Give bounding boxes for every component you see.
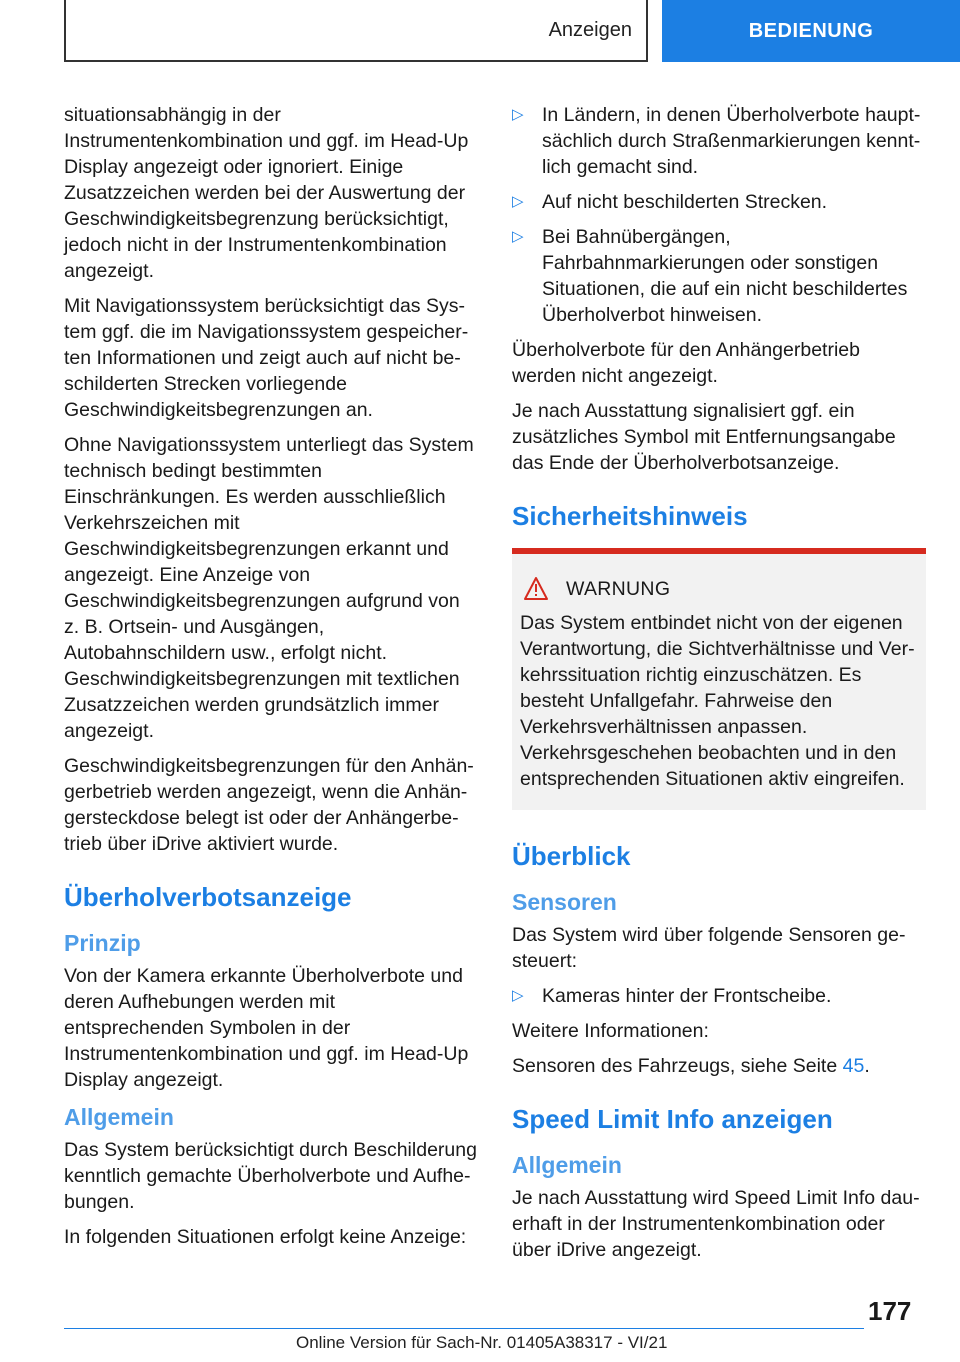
list-item	[512, 983, 926, 1009]
heading-sicherheitshinweis: Sicherheitshinweis	[512, 501, 748, 531]
subheading-allgemein: Allgemein	[512, 1152, 622, 1178]
warning-text: Das System entbindet nicht von der eigenen Verantwortung, die Sichtverhältnisse und Verkehrssituation richtig einzuschätzen. Es besteht Unfallgefahr. Fahrweise den Verkehrsverhältnissen anpassen. Verkehrsgeschehen beobachten und in den entsprechenden Situationen aktiv eingreifen.	[520, 612, 915, 790]
header-chapter-label: BEDIENUNG	[748, 19, 874, 42]
page-reference-link[interactable]: 45	[842, 1055, 865, 1077]
heading-ueberblick: Überblick	[512, 841, 631, 871]
left-column	[64, 102, 478, 1259]
header-section-title: Anzeigen	[548, 18, 632, 41]
paragraph: Je nach Ausstattung signalisiert ggf. ein zusätzliches Symbol mit Entfernungsangabe das Ende der Überholverbotsanzeige.	[512, 400, 896, 474]
triangle-bullet-icon: ▷	[512, 193, 524, 210]
heading-ueberholverbotsanzeige: Überholverbotsanzeige	[64, 882, 352, 912]
triangle-bullet-icon: ▷	[512, 228, 524, 245]
paragraph: Das System berücksichtigt durch Beschilderung kenntlich gemachte Überholverbote und Aufhebungen.	[64, 1139, 477, 1213]
paragraph: Das System wird über folgende Sensoren gesteuert:	[512, 924, 906, 972]
subheading-allgemein: Allgemein	[64, 1104, 174, 1130]
paragraph: Ohne Navigationssystem unterliegt das System technisch bedingt bestimmten Einschränkungen. Es werden ausschließlich Verkehrszeichen mit Geschwindigkeitsbegrenzungen erkannt und angezeigt. Eine Anzeige von Geschwindigkeitsbegrenzungen aufgrund von z. B. Ortsein- und Ausgängen, Autobahnschildern usw., erfolgt nicht. Geschwindigkeitsbegrenzungen mit textlichen Zusatzzeichen werden grundsätzlich immer angezeigt.	[64, 434, 474, 742]
right-column	[512, 102, 926, 1272]
paragraph: Von der Kamera erkannte Überholverbote und deren Aufhebungen werden mit entsprechenden Symbolen in der Instrumentenkombination und ggf. im Head-Up Display angezeigt.	[64, 965, 469, 1091]
header-section-box	[64, 0, 648, 62]
footer-divider	[64, 1328, 864, 1329]
triangle-bullet-icon: ▷	[512, 106, 524, 123]
list-item	[512, 102, 926, 180]
paragraph-text: Sensoren des Fahrzeugs, siehe Seite	[512, 1055, 843, 1077]
list-item-text: In Ländern, in denen Überholverbote hauptsächlich durch Straßenmarkierungen kenntlich gemacht sind.	[542, 104, 921, 178]
paragraph: Je nach Ausstattung wird Speed Limit Info dauerhaft in der Instrumentenkombination oder über iDrive angezeigt.	[512, 1187, 920, 1261]
list-item	[512, 189, 926, 215]
footer-version-text: Online Version für Sach-Nr. 01405A38317 - VI/21	[296, 1333, 668, 1352]
triangle-bullet-icon: ▷	[512, 987, 524, 1004]
heading-speed-limit-info: Speed Limit Info anzeigen	[512, 1104, 833, 1134]
list-item-text: Kameras hinter der Frontscheibe.	[542, 985, 832, 1007]
paragraph: situationsabhängig in der Instrumentenkombination und ggf. im Head-Up Display angezeigt oder ignoriert. Einige Zusatzzeichen werden bei der Auswertung der Geschwindigkeitsbegrenzung berücksichtigt, jedoch nicht in der Instrumentenkombination angezeigt.	[64, 104, 469, 282]
header-chapter-tab[interactable]	[662, 0, 960, 62]
list-item	[512, 224, 926, 328]
warning-title: WARNUNG	[566, 578, 671, 600]
paragraph: Weitere Informationen:	[512, 1020, 709, 1042]
paragraph: Geschwindigkeitsbegrenzungen für den Anhängerbetrieb werden angezeigt, wenn die Anhängersteckdose belegt ist oder der Anhängerbetrieb über iDrive aktiviert wurde.	[64, 755, 474, 855]
warning-header	[520, 576, 918, 602]
paragraph: Mit Navigationssystem berücksichtigt das System ggf. die im Navigationssystem gespeicherten Informationen und zeigt auch auf nicht beschilderten Strecken vorliegende Geschwindigkeitsbegrenzungen an.	[64, 295, 469, 421]
warning-triangle-icon	[524, 576, 564, 602]
list-item-text: Auf nicht beschilderten Strecken.	[542, 191, 828, 213]
paragraph-with-link	[512, 1053, 926, 1079]
subheading-prinzip: Prinzip	[64, 930, 141, 956]
list-item-text: Bei Bahnübergängen, Fahrbahnmarkierungen oder sonstigen Situationen, die auf ein nicht beschildertes Überholverbot hinweisen.	[542, 226, 908, 326]
paragraph: Überholverbote für den Anhängerbetrieb werden nicht angezeigt.	[512, 339, 860, 387]
paragraph: In folgenden Situationen erfolgt keine Anzeige:	[64, 1226, 467, 1248]
paragraph-end: .	[864, 1055, 870, 1077]
subheading-sensoren: Sensoren	[512, 889, 617, 915]
page-number: 177	[868, 1296, 912, 1326]
warning-box	[512, 548, 926, 810]
